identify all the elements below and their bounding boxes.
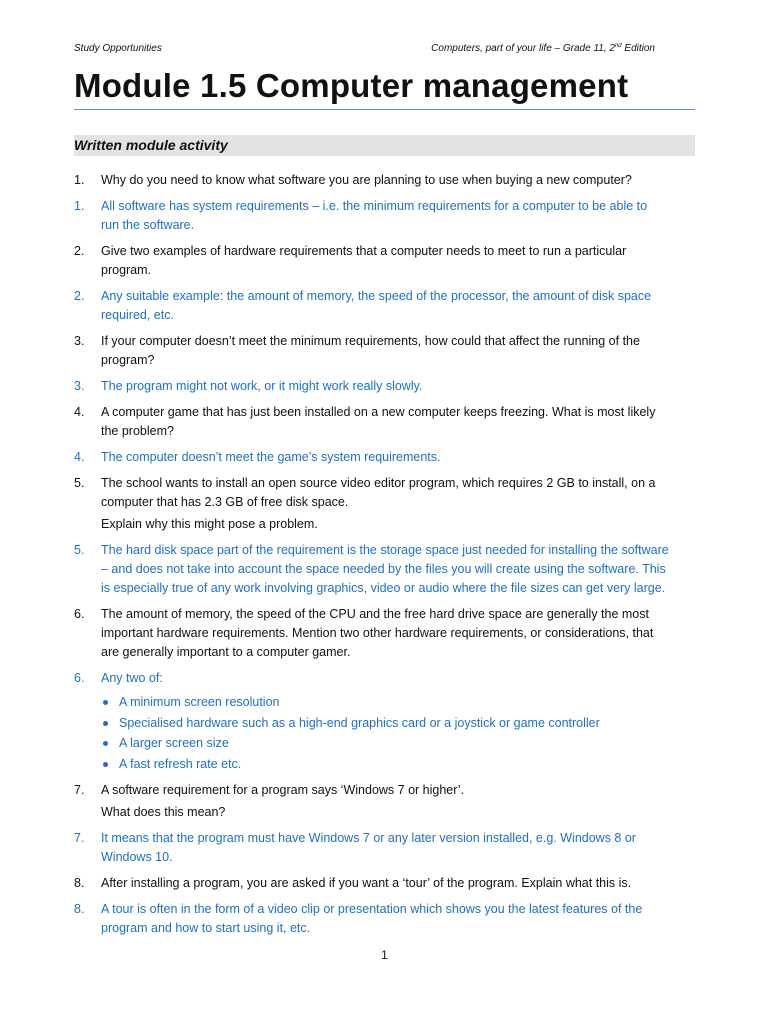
answer-item: [74, 541, 695, 598]
item-text-line: Any suitable example: the amount of memory, the speed of the processor, the amount of disk space: [101, 289, 652, 303]
item-text-line: The school wants to install an open source video editor program, which requires 2 GB to install, on a: [101, 476, 656, 490]
item-number: 6.: [74, 607, 85, 621]
bullet-dot-icon: [103, 741, 108, 746]
item-text-line: Give two examples of hardware requirements that a computer needs to meet to run a particular: [101, 244, 627, 258]
item-number: 8.: [74, 876, 85, 890]
item-text-line: the problem?: [101, 424, 174, 438]
item-number: 2.: [74, 244, 85, 258]
item-text-line: important hardware requirements. Mention two other hardware requirements, or considerations, that: [101, 626, 654, 640]
section-heading: [74, 135, 695, 156]
item-subtext: What does this mean?: [101, 805, 226, 819]
item-text-line: are generally important to a computer gamer.: [101, 645, 351, 659]
item-text-line: required, etc.: [101, 308, 174, 322]
item-text-line: program.: [101, 263, 152, 277]
running-header: [74, 43, 695, 57]
bullet-dot-icon: [103, 762, 108, 767]
item-text-line: The hard disk space part of the requirement is the storage space just needed for installing the software: [101, 543, 669, 557]
page-number: 1: [381, 948, 388, 962]
item-text-line: run the software.: [101, 218, 195, 232]
item-number: 6.: [74, 671, 85, 685]
item-number: 3.: [74, 379, 85, 393]
item-text-line: After installing a program, you are asked if you want a ‘tour’ of the program. Explain what this is.: [101, 876, 632, 890]
bullet-text: Specialised hardware such as a high-end graphics card or a joystick or game controller: [119, 715, 600, 730]
answer-item: [74, 287, 695, 325]
bullet-item: [101, 754, 695, 775]
bullet-list: [101, 692, 695, 774]
question-item: [74, 171, 695, 190]
item-number: 2.: [74, 289, 85, 303]
item-text-line: A tour is often in the form of a video clip or presentation which shows you the latest features of the: [101, 902, 643, 916]
item-text-line: Any two of:: [101, 671, 163, 685]
item-number: 4.: [74, 450, 85, 464]
title-divider: [74, 109, 695, 110]
answer-item: [74, 829, 695, 867]
bullet-dot-icon: [103, 721, 108, 726]
bullet-text: A fast refresh rate etc.: [119, 756, 242, 771]
question-item: [74, 781, 695, 822]
question-item: [74, 605, 695, 662]
item-text-line: If your computer doesn’t meet the minimum requirements, how could that affect the running of the: [101, 334, 640, 348]
bullet-item: [101, 713, 695, 734]
item-number: 5.: [74, 476, 85, 490]
item-text-line: program?: [101, 353, 155, 367]
answer-item: [74, 197, 695, 235]
item-number: 7.: [74, 783, 85, 797]
item-text-line: The program might not work, or it might work really slowly.: [101, 379, 423, 393]
bullet-text: A larger screen size: [119, 736, 229, 750]
item-text-line: The amount of memory, the speed of the CPU and the free hard drive space are generally the most: [101, 607, 649, 621]
section-heading-text: Written module activity: [74, 137, 228, 153]
answer-item: [74, 669, 695, 774]
item-text-line: is especially true of any work involving graphics, video or audio where the file sizes can get very large.: [101, 581, 666, 595]
item-text-line: computer that has 2.3 GB of free disk space.: [101, 495, 349, 509]
question-item: [74, 474, 695, 534]
question-item: [74, 332, 695, 370]
header-right-prefix: Computers, part of your life – Grade 11, 2: [431, 43, 615, 54]
item-text-line: The computer doesn’t meet the game’s system requirements.: [101, 450, 441, 464]
item-text-line: A software requirement for a program says ‘Windows 7 or higher’.: [101, 783, 465, 797]
bullet-item: [101, 692, 695, 713]
item-number: 1.: [74, 173, 85, 187]
header-right-suffix: Edition: [621, 43, 655, 54]
document-page: [74, 0, 695, 1024]
item-number: 1.: [74, 199, 85, 213]
header-right: [431, 43, 655, 54]
item-text-line: Why do you need to know what software you are planning to use when buying a new computer?: [101, 173, 632, 187]
item-text-line: A computer game that has just been installed on a new computer keeps freezing. What is most likely: [101, 405, 656, 419]
bullet-text: A minimum screen resolution: [119, 695, 280, 709]
item-number: 5.: [74, 543, 85, 557]
header-left: Study Opportunities: [74, 43, 162, 54]
item-subtext: Explain why this might pose a problem.: [101, 517, 318, 531]
question-item: [74, 874, 695, 893]
answer-item: [74, 900, 695, 938]
answer-item: [74, 377, 695, 396]
activity-list: [74, 171, 695, 945]
item-number: 8.: [74, 902, 85, 916]
page-title: Module 1.5 Computer management: [74, 67, 629, 104]
item-text-line: All software has system requirements – i.e. the minimum requirements for a computer to be able to: [101, 199, 648, 213]
item-number: 7.: [74, 831, 85, 845]
item-text-line: It means that the program must have Windows 7 or any later version installed, e.g. Windows 8 or: [101, 831, 636, 845]
item-number: 3.: [74, 334, 85, 348]
item-text-line: Windows 10.: [101, 850, 173, 864]
item-number: 4.: [74, 405, 85, 419]
question-item: [74, 242, 695, 280]
bullet-dot-icon: [103, 700, 108, 705]
header-right-sup: nd: [614, 43, 622, 49]
question-item: [74, 403, 695, 441]
item-text-line: – and does not take into account the space needed by the files you will create using the software. This: [101, 562, 666, 576]
item-text-line: program and how to start using it, etc.: [101, 921, 311, 935]
bullet-item: [101, 733, 695, 754]
answer-item: [74, 448, 695, 467]
